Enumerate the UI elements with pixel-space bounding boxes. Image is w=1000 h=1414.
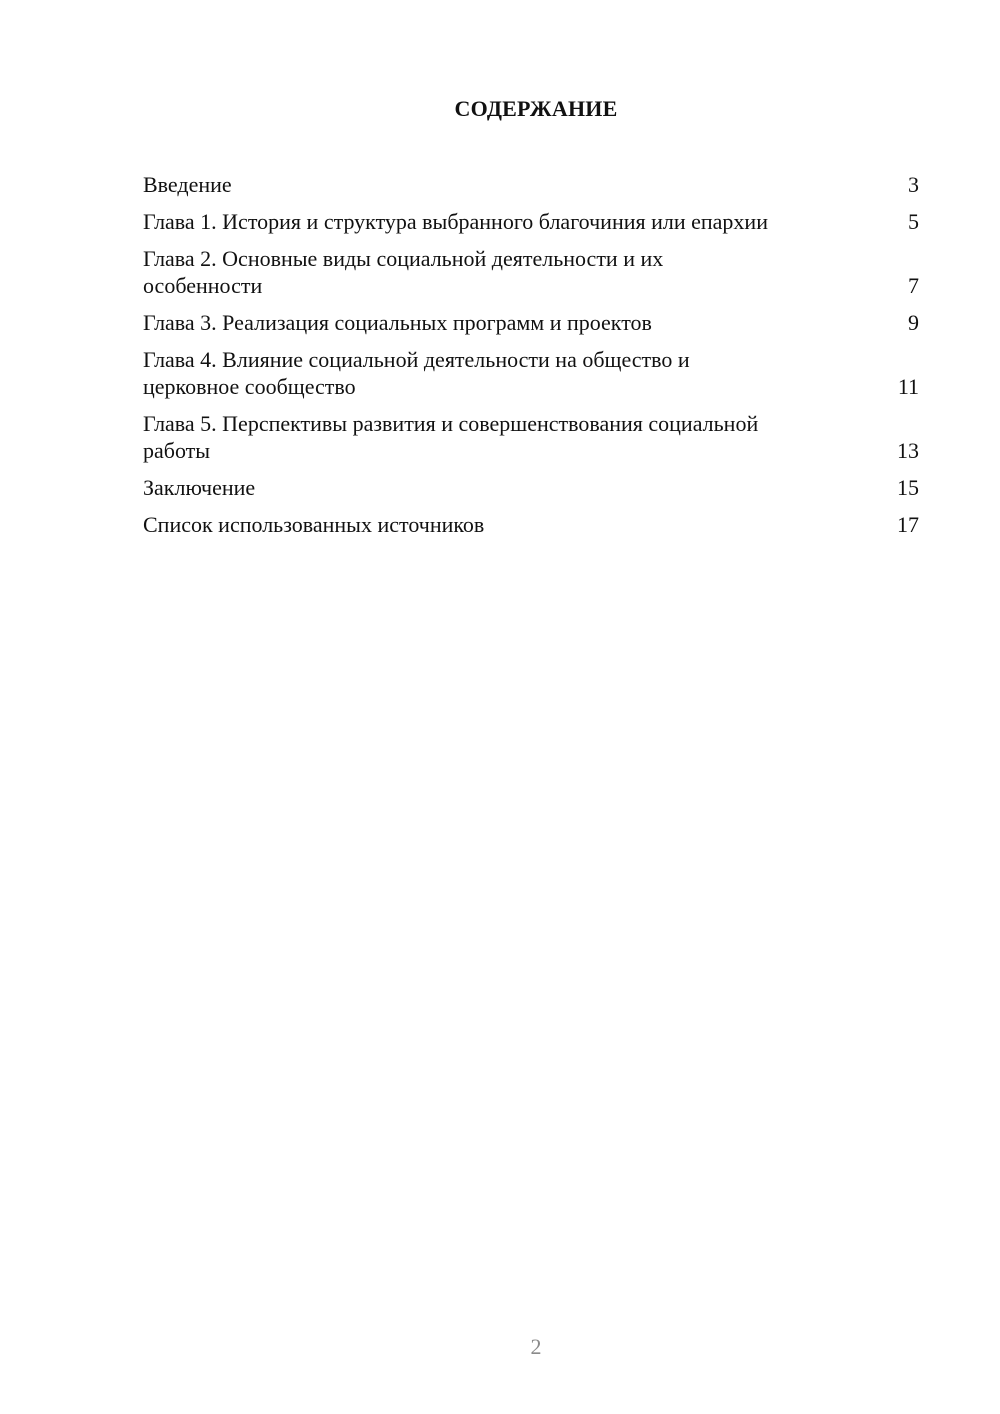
toc-entry-introduction: [143, 171, 919, 198]
page-number: 2: [530, 1334, 542, 1359]
toc-entry-chapter-1: [143, 208, 919, 235]
toc-entry-chapter-2: [143, 245, 919, 299]
toc-entry-page: 17: [897, 512, 919, 537]
toc-entry-page: 9: [908, 310, 919, 335]
toc-entry-page: 13: [897, 438, 919, 463]
toc-entry-text: Глава 2. Основные виды социальной деятельности и их особенности: [143, 246, 664, 298]
toc-entry-chapter-4: [143, 346, 919, 400]
page-title: СОДЕРЖАНИЕ: [454, 96, 618, 121]
toc-entry-text: Глава 4. Влияние социальной деятельности на общество и церковное сообщество: [143, 347, 690, 399]
toc-entry-page: 15: [897, 475, 919, 500]
table-of-contents: [143, 171, 919, 548]
toc-entry-chapter-3: [143, 309, 919, 336]
toc-entry-page: 3: [908, 172, 919, 197]
toc-entry-page: 7: [908, 273, 919, 298]
toc-entry-page: 11: [897, 374, 919, 399]
toc-entry-text: Глава 5. Перспективы развития и совершенствования социальной работы: [143, 411, 759, 463]
toc-entry-text: Глава 1. История и структура выбранного благочиния или епархии: [143, 209, 768, 234]
toc-entry-text: Глава 3. Реализация социальных программ и проектов: [143, 310, 652, 335]
toc-entry-page: 5: [908, 209, 919, 234]
toc-entry-references: [143, 511, 919, 538]
toc-entry-conclusion: [143, 474, 919, 501]
toc-entry-text: Список использованных источников: [143, 512, 485, 537]
toc-entry-text: Заключение: [143, 475, 256, 500]
toc-entry-text: Введение: [143, 172, 232, 197]
toc-entry-chapter-5: [143, 410, 919, 464]
